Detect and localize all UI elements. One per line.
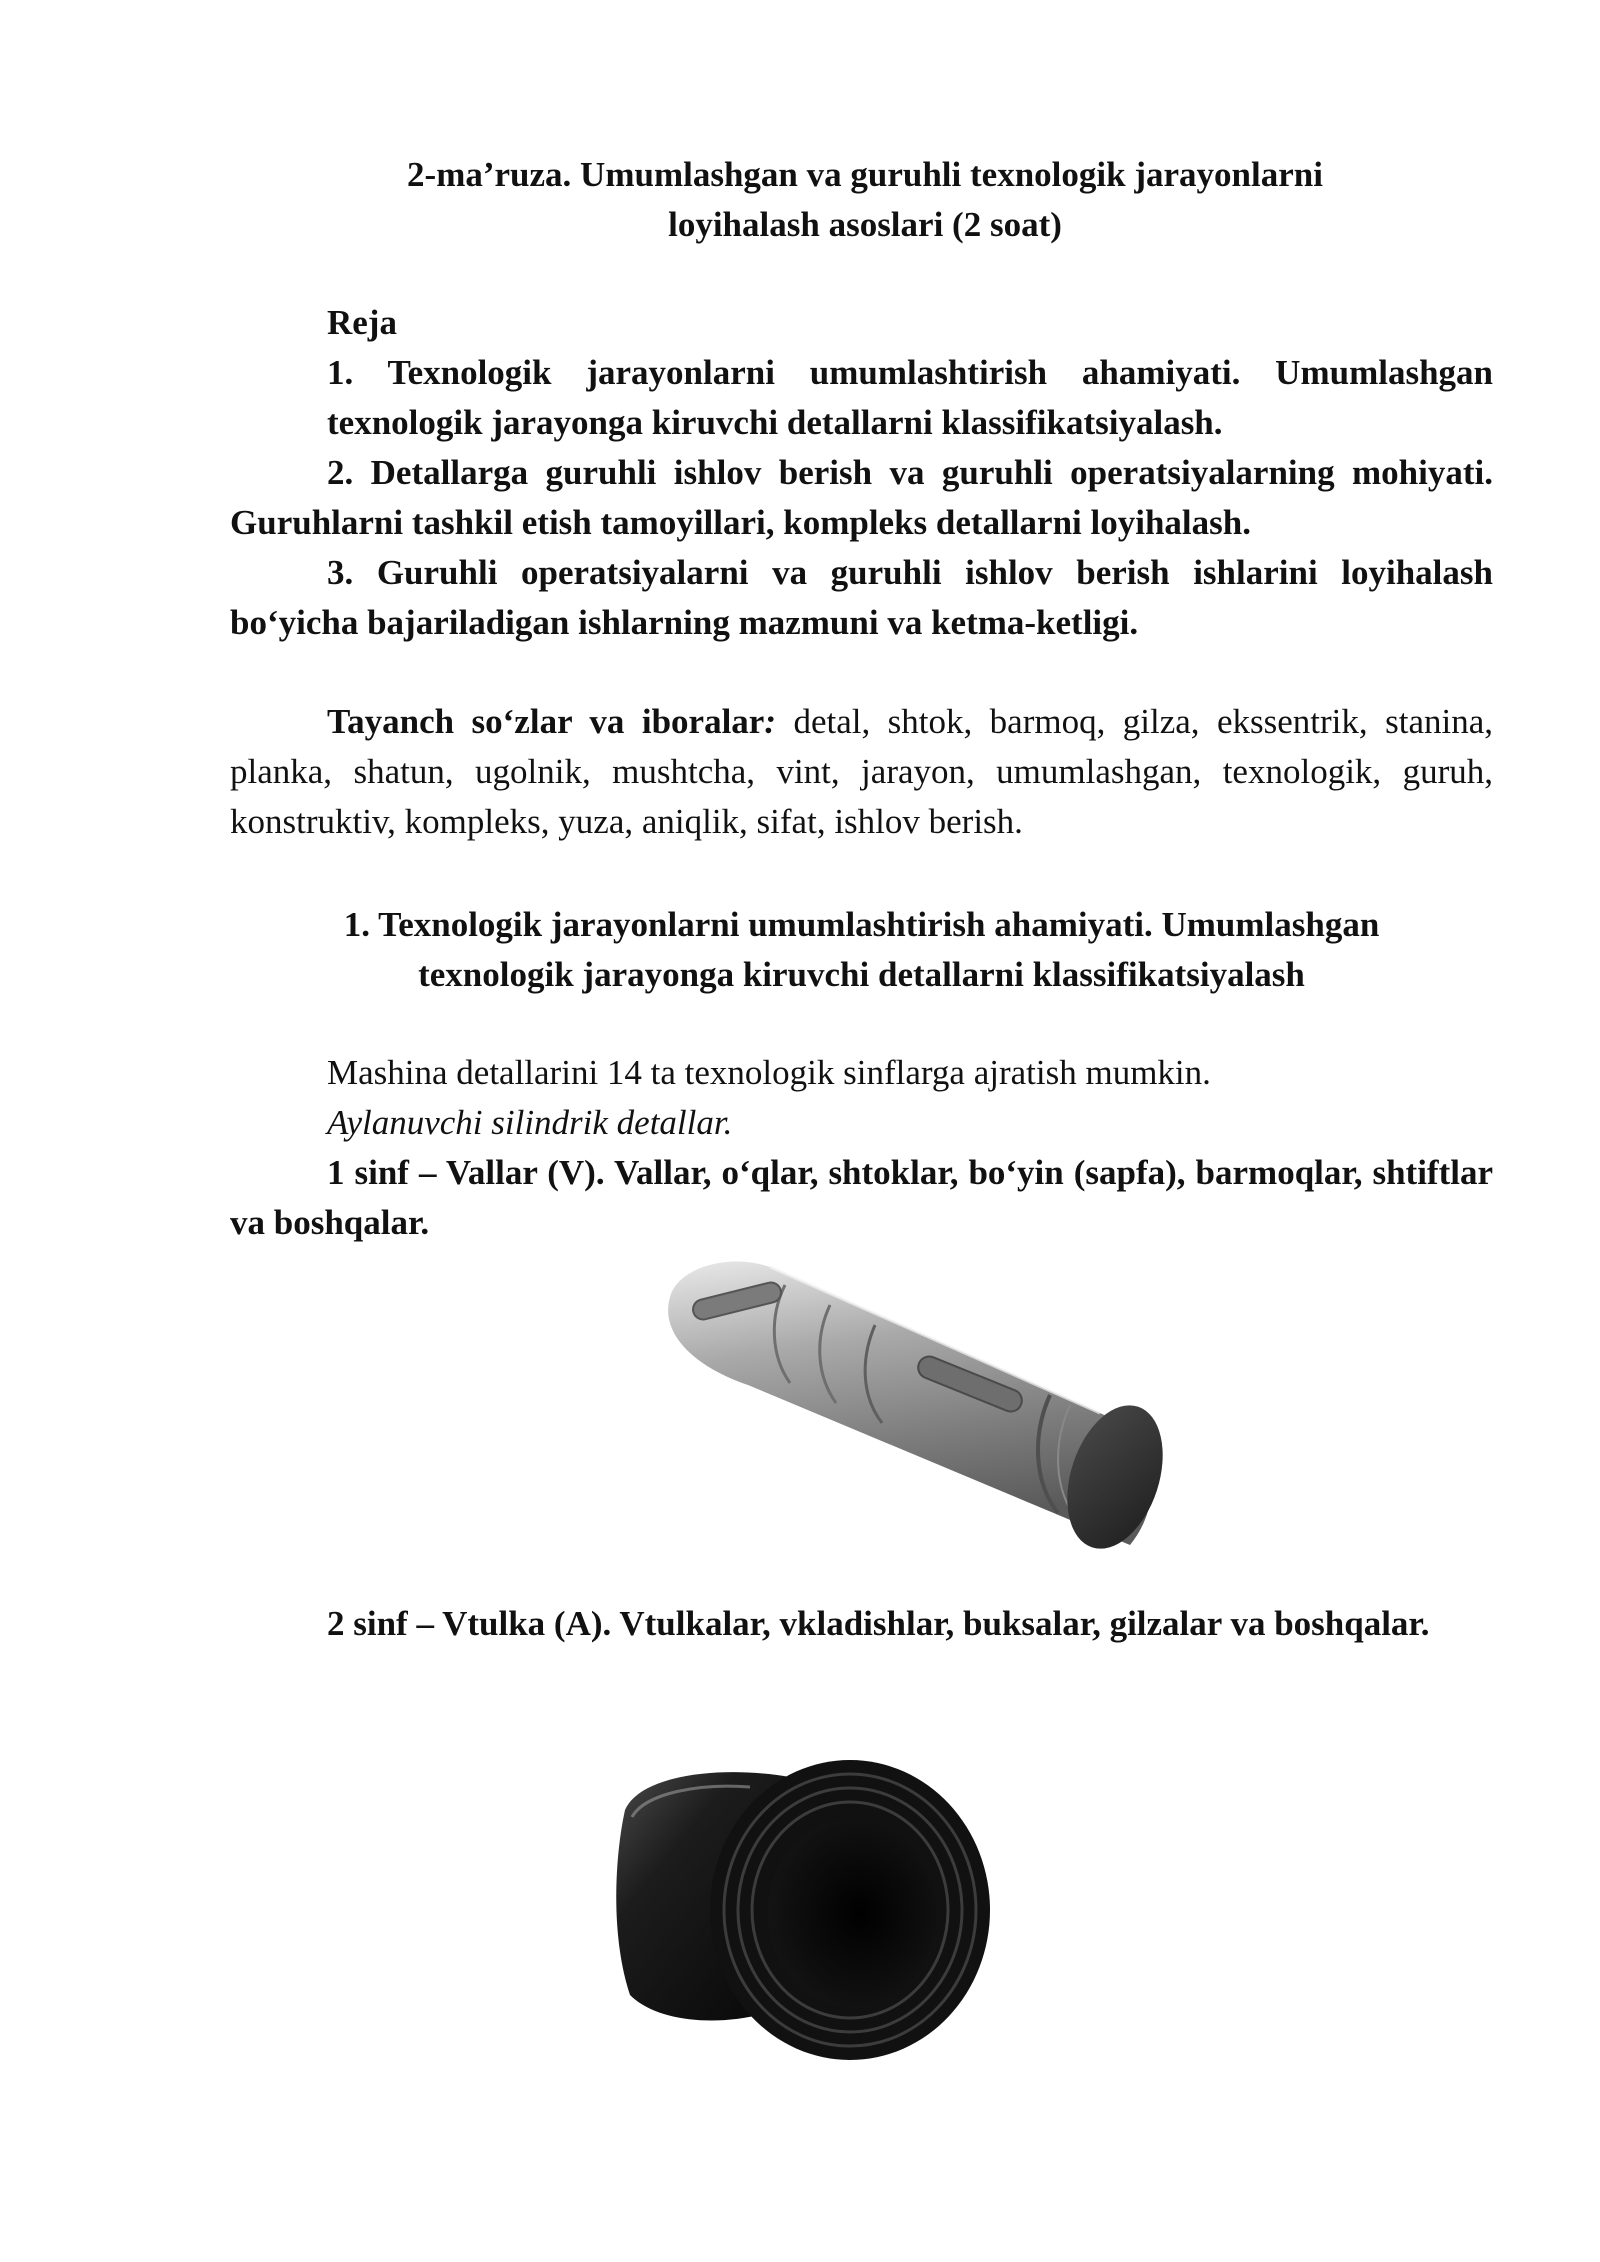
keywords-paragraph (230, 697, 1493, 847)
plan-item-3: 3. Guruhli operatsiyalarni va guruhli ishlov berish ishlarini loyihalash bo‘yicha bajariladigan ishlarning mazmuni va ketma-ketligi. (230, 553, 1493, 642)
lecture-title-line-2: loyihalash asoslari (2 soat) (668, 205, 1062, 244)
class-1-description: 1 sinf – Vallar (V). Vallar, o‘qlar, shtoklar, bo‘yin (sapfa), barmoqlar, shtiftlar va boshqalar. (230, 1153, 1493, 1242)
rotating-parts-subheading: Aylanuvchi silindrik detallar. (327, 1103, 733, 1142)
bushing-image (520, 1735, 1020, 2065)
section-1-heading-line-2: texnologik jarayonga kiruvchi detallarni klassifikatsiyalash (418, 955, 1305, 994)
plan-heading: Reja (327, 303, 397, 342)
lecture-title-line-1: 2-ma’ruza. Umumlashgan va guruhli texnologik jarayonlarni (407, 155, 1323, 194)
class-2-description: 2 sinf – Vtulka (A). Vtulkalar, vkladishlar, buksalar, gilzalar va boshqalar. (327, 1604, 1430, 1643)
keywords-label: Tayanch so‘zlar va iboralar (327, 702, 765, 741)
shaft-image (630, 1245, 1190, 1575)
section-1-heading-line-1: 1. Texnologik jarayonlarni umumlashtirish ahamiyati. Umumlashgan (343, 905, 1380, 944)
plan-item-2: 2. Detallarga guruhli ishlov berish va guruhli operatsiyalarning mohiyati. Guruhlarni tashkil etish tamoyillari, kompleks detallarni loyihalash. (230, 453, 1493, 542)
keywords-colon: : (764, 702, 776, 741)
lecture-title (230, 150, 1500, 250)
bushing-bore (768, 1819, 936, 2007)
classes-intro: Mashina detallarini 14 ta texnologik sinflarga ajratish mumkin. (327, 1053, 1211, 1092)
section-1-heading (230, 900, 1493, 1000)
plan-item-1: 1. Texnologik jarayonlarni umumlashtirish ahamiyati. Umumlashgan texnologik jarayonga kiruvchi detallarni klassifikatsiyalash. (327, 353, 1493, 442)
keywords-list: detal, shtok, barmoq, gilza, ekssentrik, stanina, planka, shatun, ugolnik, mushtcha, vint, jarayon, umumlashgan, texnologik, guruh, konstruktiv, kompleks, yuza, aniqlik, sifat, ishlov berish. (230, 702, 1493, 841)
